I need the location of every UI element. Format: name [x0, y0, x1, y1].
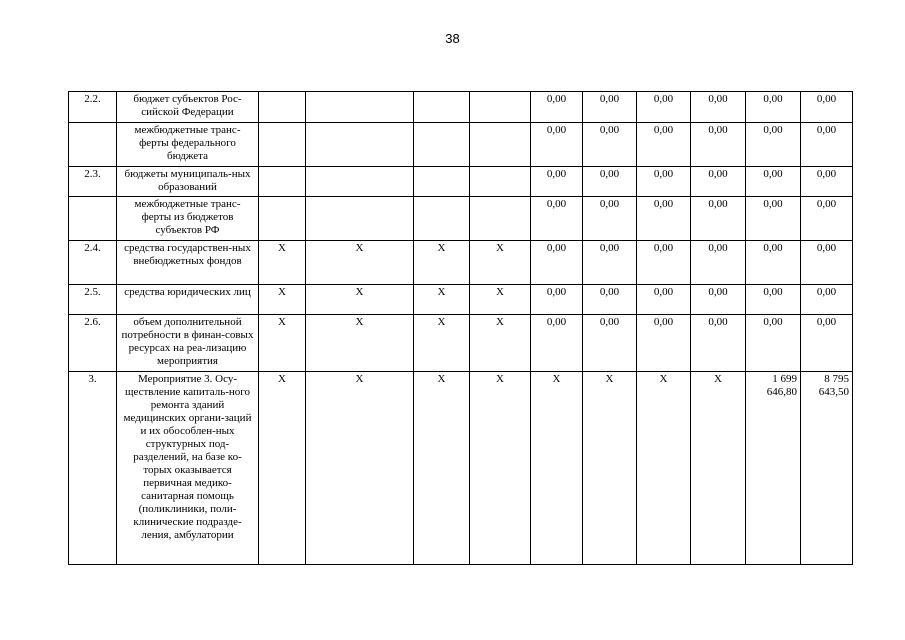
table-row	[69, 167, 853, 197]
marker-cell: X	[306, 241, 414, 285]
value-cell: 0,00	[746, 197, 801, 241]
value-cell: 1 699 646,80	[746, 372, 801, 565]
marker-cell	[259, 123, 306, 167]
description-cell: средства юридических лиц	[117, 285, 259, 315]
marker-cell	[306, 123, 414, 167]
value-cell: 0,00	[691, 167, 746, 197]
value-cell: 0,00	[531, 241, 583, 285]
value-cell: 0,00	[801, 285, 853, 315]
row-number-cell: 2.4.	[69, 241, 117, 285]
table-row	[69, 372, 853, 565]
value-cell: 0,00	[637, 167, 691, 197]
marker-cell	[306, 167, 414, 197]
marker-cell: X	[414, 285, 470, 315]
value-cell: X	[583, 372, 637, 565]
value-cell: 0,00	[691, 92, 746, 123]
value-cell: 0,00	[583, 167, 637, 197]
value-cell: 0,00	[583, 241, 637, 285]
value-cell: 0,00	[746, 123, 801, 167]
value-cell: 0,00	[637, 92, 691, 123]
marker-cell	[470, 92, 531, 123]
value-cell: 0,00	[583, 123, 637, 167]
marker-cell: X	[414, 372, 470, 565]
value-cell: 0,00	[637, 197, 691, 241]
value-cell: 0,00	[637, 285, 691, 315]
value-cell: 0,00	[691, 285, 746, 315]
marker-cell: X	[259, 315, 306, 372]
table-row	[69, 92, 853, 123]
value-cell: 0,00	[746, 285, 801, 315]
marker-cell	[259, 92, 306, 123]
description-cell: объем дополнительной потребности в финан-совых ресурсах на реа-лизацию мероприятия	[117, 315, 259, 372]
description-cell: межбюджетные транс-ферты из бюджетов субъектов РФ	[117, 197, 259, 241]
table-row	[69, 123, 853, 167]
value-cell: 0,00	[583, 92, 637, 123]
budget-table	[68, 91, 853, 565]
marker-cell	[470, 197, 531, 241]
marker-cell	[306, 197, 414, 241]
value-cell: 0,00	[531, 285, 583, 315]
value-cell: 0,00	[691, 315, 746, 372]
marker-cell: X	[259, 241, 306, 285]
marker-cell: X	[306, 315, 414, 372]
marker-cell: X	[470, 285, 531, 315]
value-cell: 8 795 643,50	[801, 372, 853, 565]
description-cell: бюджеты муниципаль-ных образований	[117, 167, 259, 197]
value-cell: 0,00	[691, 241, 746, 285]
row-number-cell: 2.6.	[69, 315, 117, 372]
value-cell: 0,00	[801, 197, 853, 241]
marker-cell	[414, 123, 470, 167]
marker-cell: X	[414, 315, 470, 372]
value-cell: X	[637, 372, 691, 565]
marker-cell: X	[259, 372, 306, 565]
value-cell: 0,00	[637, 241, 691, 285]
marker-cell: X	[306, 285, 414, 315]
marker-cell: X	[414, 241, 470, 285]
value-cell: 0,00	[583, 285, 637, 315]
description-cell: межбюджетные транс-ферты федерального бюджета	[117, 123, 259, 167]
value-cell: X	[531, 372, 583, 565]
table-row	[69, 315, 853, 372]
value-cell: 0,00	[637, 123, 691, 167]
value-cell: 0,00	[583, 197, 637, 241]
value-cell: 0,00	[801, 167, 853, 197]
value-cell: 0,00	[801, 315, 853, 372]
marker-cell: X	[259, 285, 306, 315]
value-cell: 0,00	[746, 167, 801, 197]
description-cell: бюджет субъектов Рос-сийской Федерации	[117, 92, 259, 123]
row-number-cell: 2.3.	[69, 167, 117, 197]
marker-cell	[306, 92, 414, 123]
marker-cell	[470, 123, 531, 167]
description-cell: Мероприятие 3. Осу-ществление капиталь-ного ремонта зданий медицинских органи-заций и их обособлен-ных структурных под-разделений, на базе ко-торых оказывается первичная медико-санитарная помощь (поликлиники, поли-клинические подразде-ления, амбулатории	[117, 372, 259, 565]
value-cell: 0,00	[583, 315, 637, 372]
row-number-cell	[69, 123, 117, 167]
value-cell: 0,00	[531, 92, 583, 123]
description-cell: средства государствен-ных внебюджетных фондов	[117, 241, 259, 285]
value-cell: 0,00	[531, 167, 583, 197]
value-cell: 0,00	[531, 197, 583, 241]
value-cell: 0,00	[746, 241, 801, 285]
value-cell: 0,00	[531, 315, 583, 372]
row-number-cell: 2.2.	[69, 92, 117, 123]
value-cell: 0,00	[801, 241, 853, 285]
marker-cell: X	[306, 372, 414, 565]
row-number-cell: 2.5.	[69, 285, 117, 315]
value-cell: 0,00	[637, 315, 691, 372]
value-cell: 0,00	[746, 315, 801, 372]
value-cell: 0,00	[531, 123, 583, 167]
value-cell: 0,00	[691, 123, 746, 167]
row-number-cell: 3.	[69, 372, 117, 565]
value-cell: 0,00	[801, 123, 853, 167]
table-row	[69, 285, 853, 315]
marker-cell: X	[470, 315, 531, 372]
marker-cell	[414, 197, 470, 241]
table-row	[69, 197, 853, 241]
value-cell: 0,00	[746, 92, 801, 123]
marker-cell	[259, 197, 306, 241]
value-cell: X	[691, 372, 746, 565]
value-cell: 0,00	[691, 197, 746, 241]
row-number-cell	[69, 197, 117, 241]
marker-cell	[414, 92, 470, 123]
value-cell: 0,00	[801, 92, 853, 123]
table-row	[69, 241, 853, 285]
marker-cell: X	[470, 372, 531, 565]
marker-cell	[259, 167, 306, 197]
marker-cell: X	[470, 241, 531, 285]
marker-cell	[414, 167, 470, 197]
marker-cell	[470, 167, 531, 197]
page-number: 38	[445, 31, 460, 46]
